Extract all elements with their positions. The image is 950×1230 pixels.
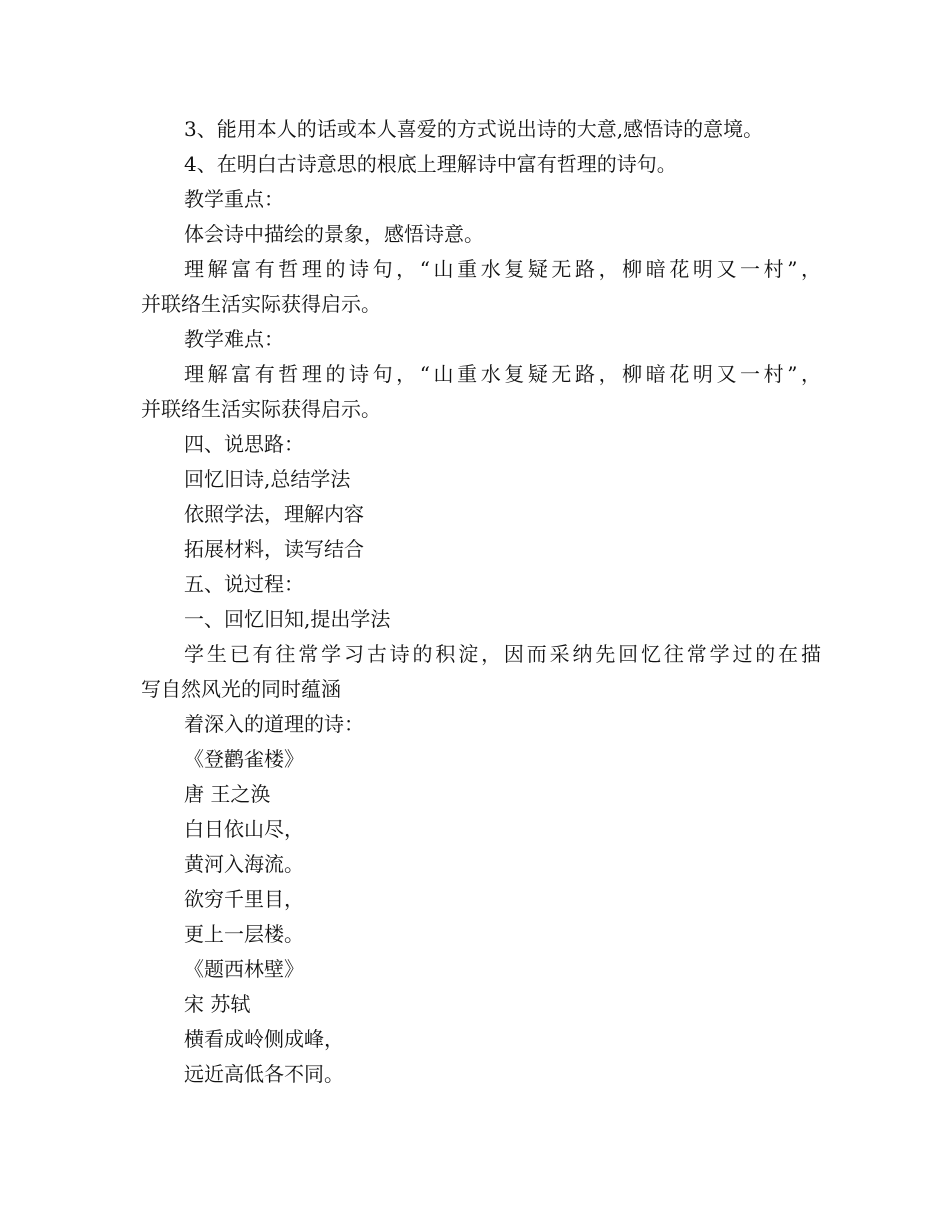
text-line: 回忆旧诗,总结学法: [184, 467, 351, 491]
text-line: 《登鹳雀楼》: [184, 747, 304, 771]
document-body: [141, 112, 821, 1092]
text-line: 五、说过程：: [184, 572, 304, 596]
text-line: 依照学法，理解内容: [184, 502, 364, 526]
text-line: 理解富有哲理的诗句，“山重水复疑无路，柳暗花明又一村”，: [184, 362, 821, 386]
text-line: 并联络生活实际获得启示。: [141, 397, 381, 421]
text-line: 体会诗中描绘的景象，感悟诗意。: [184, 222, 484, 246]
text-line: 唐 王之涣: [184, 782, 271, 806]
text-line: 理解富有哲理的诗句，“山重水复疑无路，柳暗花明又一村”，: [184, 257, 821, 281]
text-line: 远近高低各不同。: [184, 1062, 344, 1086]
text-line: 更上一层楼。: [184, 922, 304, 946]
text-line: 学生已有往常学习古诗的积淀，因而采纳先回忆往常学过的在描: [184, 642, 821, 666]
text-line: 4、在明白古诗意思的根底上理解诗中富有哲理的诗句。: [184, 152, 677, 176]
text-line: 四、说思路：: [184, 432, 304, 456]
text-line: 《题西林壁》: [184, 957, 304, 981]
text-line: 着深入的道理的诗：: [184, 712, 364, 736]
text-line: 并联络生活实际获得启示。: [141, 292, 381, 316]
text-line: 3、能用本人的话或本人喜爱的方式说出诗的大意,感悟诗的意境。: [184, 117, 764, 141]
text-line: 欲穷千里目，: [184, 887, 304, 911]
text-line: 横看成岭侧成峰，: [184, 1027, 344, 1051]
text-line: 白日依山尽，: [184, 817, 304, 841]
text-line: 教学难点：: [184, 327, 284, 351]
text-line: 拓展材料，读写结合: [184, 537, 364, 561]
text-line: 写自然风光的同时蕴涵: [141, 677, 341, 701]
text-line: 一、回忆旧知,提出学法: [184, 607, 391, 631]
text-line: 宋 苏轼: [184, 992, 251, 1016]
text-line: 黄河入海流。: [184, 852, 304, 876]
text-line: 教学重点：: [184, 187, 284, 211]
